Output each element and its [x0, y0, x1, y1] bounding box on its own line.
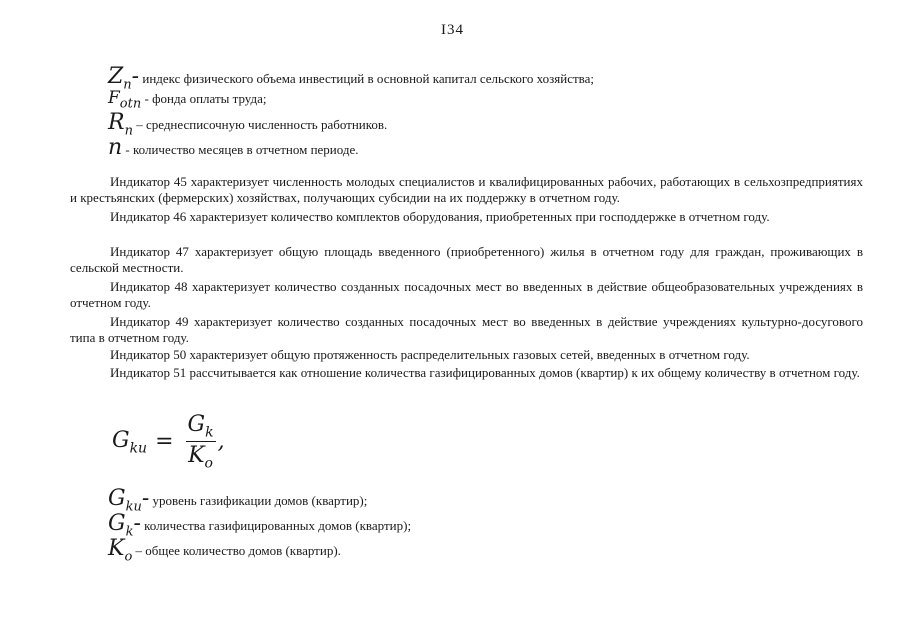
formula-lhs: $G_{ku}$: [112, 427, 148, 457]
paragraph-indicator-47: Индикатор 47 характеризует общую площадь введенного (приобретенного) жилья в отчетном году для граждан, проживающих в сельской местности.: [70, 244, 863, 275]
symbol: $G_{ku}-$: [108, 486, 150, 515]
formula-denominator: $K_o$: [188, 443, 213, 472]
definition-text: – среднесписочную численность работников.: [132, 117, 388, 132]
symbol: $K_o$: [108, 536, 133, 565]
paragraph-indicator-51: Индикатор 51 рассчитывается как отношение количества газифицированных домов (квартир) к их общему количеству в отчетном году.: [110, 365, 860, 380]
page-number: I34: [441, 22, 464, 38]
definition-text: - количество месяцев в отчетном периоде.: [122, 142, 359, 157]
symbol: $Z_n-$: [108, 64, 140, 93]
symbol: $G_k-$: [108, 511, 141, 540]
formula-equals: =: [155, 429, 174, 455]
definition-text: количества газифицированных домов (квартир);: [140, 518, 412, 533]
paragraph-indicator-45: Индикатор 45 характеризует численность молодых специалистов и квалифицированных рабочих, работающих в сельхозпредприятиях и крестьянских (фермерских) хозяйствах, получающих субсидии на их поддержку в отчетном году.: [70, 174, 863, 205]
definition-n: [108, 135, 359, 160]
formula-fraction: [186, 412, 216, 472]
definition-text: – общее количество домов (квартир).: [132, 543, 341, 558]
paragraph-indicator-50: Индикатор 50 характеризует общую протяженность распределительных газовых сетей, введенных в отчетном году.: [110, 347, 750, 362]
formula-numerator: $G_k$: [187, 412, 214, 441]
definition-text: индекс физического объема инвестиций в основной капитал сельского хозяйства;: [139, 71, 595, 86]
formula-comma: ,: [217, 429, 225, 455]
paragraph-indicator-46: Индикатор 46 характеризует количество комплектов оборудования, приобретенных при господдержке в отчетном году.: [110, 209, 770, 224]
definition-fotn: [108, 88, 266, 111]
symbol: $F_{otn}$: [108, 88, 142, 112]
paragraph-indicator-49: Индикатор 49 характеризует количество созданных посадочных мест во введенных в действие учреждениях культурно-досугового типа в отчетном году.: [70, 314, 863, 345]
definition-ko: [108, 536, 341, 564]
definition-text: уровень газификации домов (квартир);: [149, 493, 368, 508]
definition-text: - фонда оплаты труда;: [141, 91, 267, 106]
symbol: $R_n$: [108, 110, 133, 139]
symbol: n: [108, 135, 123, 160]
formula-gasification: [112, 412, 225, 472]
paragraph-indicator-48: Индикатор 48 характеризует количество созданных посадочных мест во введенных в действие общеобразовательных учреждениях в отчетном году.: [70, 279, 863, 310]
